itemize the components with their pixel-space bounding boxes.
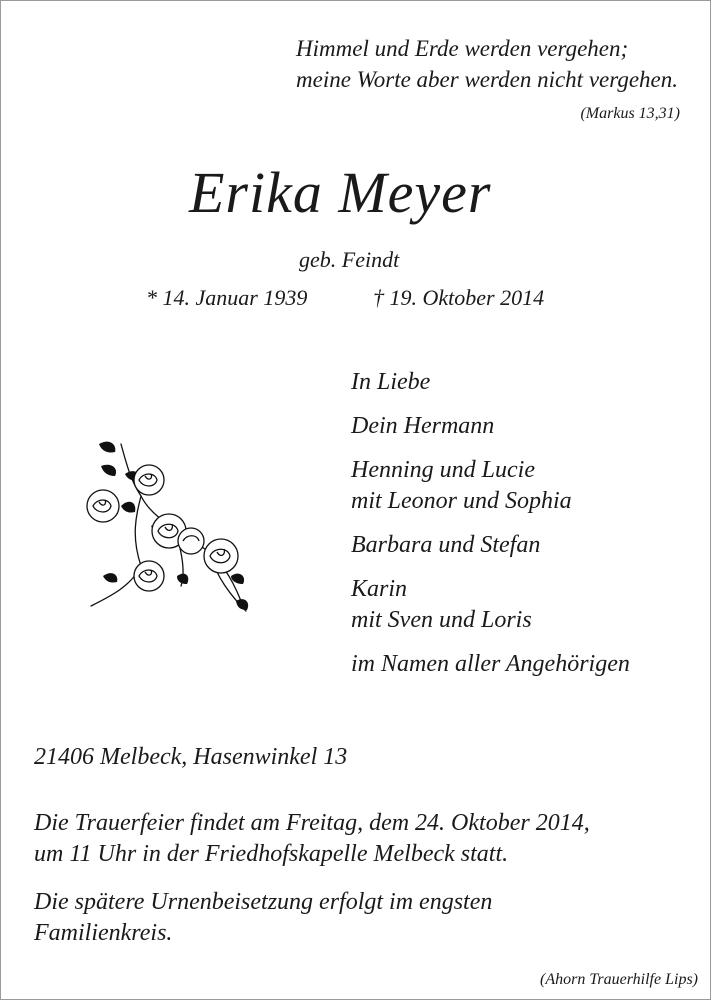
mourner-family-1-line-2: mit Leonor und Sophia bbox=[351, 488, 572, 514]
mourners-closing: im Namen aller Angehörigen bbox=[351, 651, 630, 677]
urn-burial-info bbox=[34, 887, 492, 949]
verse-line-2: meine Worte aber werden nicht vergehen. bbox=[296, 67, 678, 92]
deceased-name: Erika Meyer bbox=[189, 160, 492, 225]
funeral-service-info bbox=[34, 808, 590, 870]
mourner-family-1-line-1: Henning und Lucie bbox=[351, 457, 535, 483]
mourner-family-3 bbox=[351, 574, 630, 636]
mourner-family-3-line-1: Karin bbox=[351, 576, 408, 602]
ceremony-line-2: um 11 Uhr in der Friedhofskapelle Melbeck statt. bbox=[34, 841, 509, 867]
verse-reference: (Markus 13,31) bbox=[580, 105, 680, 122]
bible-verse bbox=[296, 33, 678, 95]
mourner-family-3-line-2: mit Sven und Loris bbox=[351, 607, 532, 633]
birth-date: * 14. Januar 1939 bbox=[146, 285, 308, 310]
mourner-family-2: Barbara und Stefan bbox=[351, 532, 541, 558]
funeral-home: (Ahorn Trauerhilfe Lips) bbox=[540, 971, 698, 988]
roses-illustration-icon bbox=[81, 436, 261, 616]
mourner-family-1 bbox=[351, 455, 630, 517]
urn-line-2: Familienkreis. bbox=[34, 920, 173, 946]
mourner-spouse: Dein Hermann bbox=[351, 413, 495, 439]
maiden-name: geb. Feindt bbox=[299, 247, 400, 272]
urn-line-1: Die spätere Urnenbeisetzung erfolgt im engsten bbox=[34, 889, 493, 915]
death-date: † 19. Oktober 2014 bbox=[373, 285, 545, 310]
mourners-intro: In Liebe bbox=[351, 369, 431, 395]
mourners-list bbox=[351, 367, 630, 693]
ceremony-line-1: Die Trauerfeier findet am Freitag, dem 24. Oktober 2014, bbox=[34, 810, 590, 836]
address: 21406 Melbeck, Hasenwinkel 13 bbox=[34, 744, 348, 770]
verse-line-1: Himmel und Erde werden vergehen; bbox=[296, 36, 629, 61]
